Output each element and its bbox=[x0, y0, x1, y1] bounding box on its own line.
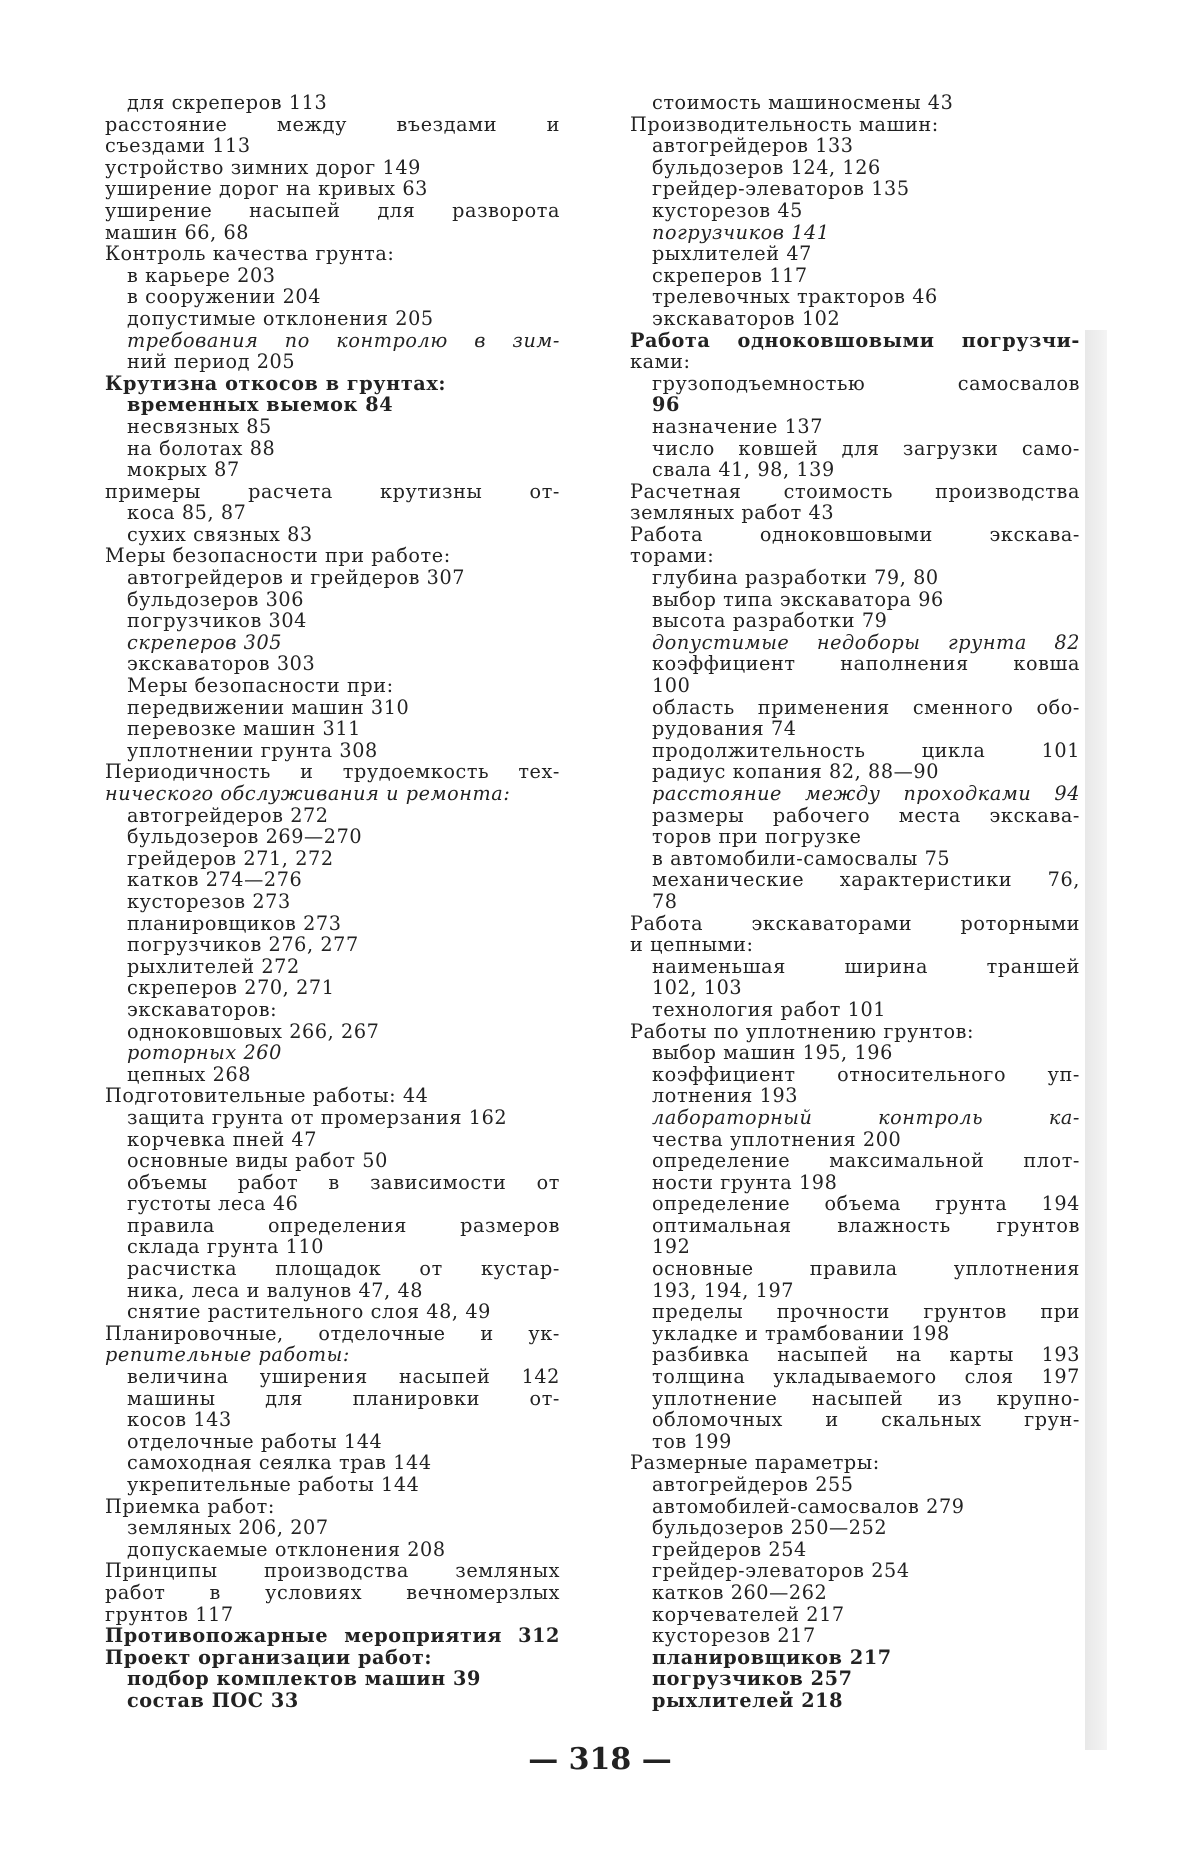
index-entry-line: грейдеров 271, 272 bbox=[127, 846, 334, 870]
index-entry-line: Меры безопасности при: bbox=[127, 674, 394, 698]
index-entry-line: наименьшая ширина траншей bbox=[652, 954, 1080, 978]
index-entry-line: правила определения размеров bbox=[127, 1213, 560, 1237]
index-entry-line: Работы по уплотнению грунтов: bbox=[630, 1019, 975, 1043]
index-entry-line: глубина разработки 79, 80 bbox=[652, 566, 939, 590]
index-entry-line: Контроль качества грунта: bbox=[105, 242, 395, 266]
index-entry-line: склада грунта 110 bbox=[127, 1235, 325, 1259]
page-number: — 318 — bbox=[528, 1742, 672, 1777]
index-entry-line: коэффициент наполнения ковша bbox=[652, 652, 1080, 676]
index-entry-line: укладке и трамбовании 198 bbox=[652, 1321, 950, 1345]
index-entry-line: Периодичность и трудоемкость тех- bbox=[105, 760, 560, 784]
index-entry-line: толщина укладываемого слоя 197 bbox=[652, 1365, 1080, 1389]
index-entry-line: подбор комплектов машин 39 bbox=[127, 1667, 481, 1691]
index-entry-line: самоходная сеялка трав 144 bbox=[127, 1451, 432, 1475]
index-entry-line: для скреперов 113 bbox=[127, 91, 328, 114]
index-entry-line: корчевка пней 47 bbox=[127, 1127, 318, 1151]
index-entry-line: автогрейдеров 272 bbox=[127, 803, 329, 827]
index-entry-line: разбивка насыпей на карты 193 bbox=[652, 1343, 1080, 1367]
index-entry-line: ний период 205 bbox=[127, 350, 296, 374]
index-entry-line: расстояние между проходками 94 bbox=[652, 782, 1080, 805]
index-entry-line: Принципы производства земляных bbox=[105, 1559, 560, 1583]
index-entry-line: нического обслуживания и ремонта: bbox=[105, 782, 511, 805]
index-entry-line: Размерные параметры: bbox=[630, 1451, 880, 1475]
index-entry-line: торов при погрузке bbox=[652, 825, 862, 849]
index-entry-line: рыхлителей 47 bbox=[652, 242, 812, 266]
index-entry-line: основные правила уплотнения bbox=[652, 1257, 1080, 1281]
index-entry-line: Расчетная стоимость производства bbox=[630, 479, 1080, 503]
index-entry-line: бульдозеров 124, 126 bbox=[652, 155, 881, 179]
index-entry-line: допустимые отклонения 205 bbox=[127, 306, 434, 330]
index-entry-line: погрузчиков 276, 277 bbox=[127, 933, 359, 957]
index-entry-line: одноковшовых 266, 267 bbox=[127, 1019, 380, 1043]
index-entry-line: защита грунта от промерзания 162 bbox=[127, 1105, 508, 1129]
index-entry-line: грейдер-элеваторов 254 bbox=[652, 1559, 910, 1583]
index-entry-line: уширение насыпей для разворота bbox=[105, 198, 560, 222]
index-entry-line: Крутизна откосов в грунтах: bbox=[105, 371, 447, 395]
index-entry-line: основные виды работ 50 bbox=[127, 1149, 388, 1173]
index-entry-line: допустимые недоборы грунта 82 bbox=[652, 630, 1080, 654]
index-entry-line: в карьере 203 bbox=[127, 263, 276, 287]
index-entry-line: съездами 113 bbox=[105, 134, 251, 158]
index-entry-line: кусторезов 273 bbox=[127, 889, 291, 913]
index-entry-line: расчистка площадок от кустар- bbox=[127, 1257, 560, 1281]
index-entry-line: Проект организации работ: bbox=[105, 1645, 433, 1669]
index-entry-line: в сооружении 204 bbox=[127, 285, 322, 309]
index-entry-line: расстояние между въездами и bbox=[105, 112, 560, 136]
index-entry-line: число ковшей для загрузки само- bbox=[652, 436, 1080, 460]
index-entry-line: чества уплотнения 200 bbox=[652, 1127, 902, 1151]
index-entry-line: технология работ 101 bbox=[652, 997, 887, 1021]
index-entry-line: выбор типа экскаватора 96 bbox=[652, 587, 944, 611]
index-entry-line: Подготовительные работы: 44 bbox=[105, 1084, 429, 1108]
index-entry-line: Производительность машин: bbox=[630, 112, 939, 136]
index-entry-line: экскаваторов 102 bbox=[652, 306, 841, 330]
index-entry-line: Работа одноковшовыми экскава- bbox=[630, 522, 1080, 546]
index-entry-line: скреперов 270, 271 bbox=[127, 976, 335, 1000]
index-entry-line: отделочные работы 144 bbox=[127, 1429, 383, 1453]
index-entry-line: передвижении машин 310 bbox=[127, 695, 410, 719]
index-entry-line: выбор машин 195, 196 bbox=[652, 1041, 893, 1065]
index-entry-line: рудования 74 bbox=[652, 717, 797, 741]
index-entry-line: механические характеристики 76, bbox=[652, 868, 1080, 892]
index-entry-line: машины для планировки от- bbox=[127, 1386, 560, 1410]
index-entry-line: пределы прочности грунтов при bbox=[652, 1300, 1080, 1324]
index-entry-line: рыхлителей 218 bbox=[652, 1688, 844, 1712]
index-entry-line: определение объема грунта 194 bbox=[652, 1192, 1080, 1216]
index-entry-line: грейдер-элеваторов 135 bbox=[652, 177, 910, 201]
index-entry-line: 193, 194, 197 bbox=[652, 1278, 795, 1302]
index-entry-line: ности грунта 198 bbox=[652, 1170, 838, 1194]
index-entry-line: кусторезов 217 bbox=[652, 1624, 816, 1648]
index-entry-line: 192 bbox=[652, 1235, 691, 1259]
index-entry-line: работ в условиях вечномерзлых bbox=[105, 1580, 560, 1604]
index-entry-line: примеры расчета крутизны от- bbox=[105, 479, 560, 503]
index-entry-line: экскаваторов: bbox=[127, 997, 278, 1021]
index-entry-line: корчевателей 217 bbox=[652, 1602, 845, 1626]
index-entry-line: объемы работ в зависимости от bbox=[127, 1170, 560, 1194]
index-entry-line: грейдеров 254 bbox=[652, 1537, 807, 1561]
index-entry-line: лабораторный контроль ка- bbox=[652, 1105, 1080, 1129]
index-entry-line: стоимость машиносмены 43 bbox=[652, 91, 954, 114]
index-entry-line: 78 bbox=[652, 889, 678, 913]
index-entry-line: 100 bbox=[652, 674, 691, 698]
index-entry-line: трелевочных тракторов 46 bbox=[652, 285, 938, 309]
index-entry-line: кусторезов 45 bbox=[652, 198, 803, 222]
index-entry-line: уплотнение насыпей из крупно- bbox=[652, 1386, 1080, 1410]
index-column-right bbox=[630, 92, 1080, 1712]
index-entry-line: планировщиков 273 bbox=[127, 911, 342, 935]
index-entry-line: тов 199 bbox=[652, 1429, 732, 1453]
index-entry-line: скреперов 117 bbox=[652, 263, 808, 287]
index-column-left bbox=[105, 92, 560, 1712]
index-entry-line: определение максимальной плот- bbox=[652, 1149, 1080, 1173]
index-entry-line: густоты леса 46 bbox=[127, 1192, 299, 1216]
index-entry-line: катков 274—276 bbox=[127, 868, 303, 892]
index-entry-line: погрузчиков 141 bbox=[652, 220, 830, 244]
index-entry-line: требования по контролю в зим- bbox=[127, 328, 560, 352]
index-entry-line: оптимальная влажность грунтов bbox=[652, 1213, 1080, 1237]
index-entry-line: свала 41, 98, 139 bbox=[652, 458, 835, 482]
index-entry-line: погрузчиков 257 bbox=[652, 1667, 853, 1691]
index-entry-line: грузоподъемностью самосвалов bbox=[652, 371, 1080, 395]
index-entry-line: состав ПОС 33 bbox=[127, 1688, 299, 1712]
index-entry-line: величина уширения насыпей 142 bbox=[127, 1365, 560, 1389]
index-entry-line: бульдозеров 306 bbox=[127, 587, 305, 611]
index-entry-line: мокрых 87 bbox=[127, 458, 240, 482]
index-entry-line: устройство зимних дорог 149 bbox=[105, 155, 421, 179]
index-entry-line: экскаваторов 303 bbox=[127, 652, 316, 676]
index-entry-line: машин 66, 68 bbox=[105, 220, 250, 244]
index-entry-line: катков 260—262 bbox=[652, 1580, 828, 1604]
index-entry-line: бульдозеров 269—270 bbox=[127, 825, 363, 849]
index-entry-line: высота разработки 79 bbox=[652, 609, 888, 633]
index-entry-line: автомобилей-самосвалов 279 bbox=[652, 1494, 965, 1518]
index-entry-line: торами: bbox=[630, 544, 715, 568]
index-entry-line: в автомобили-самосвалы 75 bbox=[652, 846, 951, 870]
index-entry-line: бульдозеров 250—252 bbox=[652, 1516, 888, 1540]
index-entry-line: земляных работ 43 bbox=[630, 501, 835, 525]
index-entry-line: Приемка работ: bbox=[105, 1494, 275, 1518]
index-entry-line: коэффициент относительного уп- bbox=[652, 1062, 1080, 1086]
index-entry-line: перевозке машин 311 bbox=[127, 717, 361, 741]
index-entry-line: Планировочные, отделочные и ук- bbox=[105, 1321, 560, 1345]
index-entry-line: снятие растительного слоя 48, 49 bbox=[127, 1300, 491, 1324]
index-entry-line: лотнения 193 bbox=[652, 1084, 799, 1108]
index-entry-line: планировщиков 217 bbox=[652, 1645, 892, 1669]
index-entry-line: коса 85, 87 bbox=[127, 501, 247, 525]
index-entry-line: 102, 103 bbox=[652, 976, 743, 1000]
index-entry-line: несвязных 85 bbox=[127, 414, 272, 438]
index-entry-line: уширение дорог на кривых 63 bbox=[105, 177, 428, 201]
index-entry-line: на болотах 88 bbox=[127, 436, 276, 460]
index-entry-line: скреперов 305 bbox=[127, 630, 283, 654]
index-entry-line: Работа одноковшовыми погрузчи- bbox=[630, 328, 1080, 352]
index-entry-line: автогрейдеров 255 bbox=[652, 1473, 854, 1496]
index-entry-line: 96 bbox=[652, 393, 680, 417]
index-entry-line: укрепительные работы 144 bbox=[127, 1473, 420, 1496]
index-entry-line: косов 143 bbox=[127, 1408, 232, 1432]
index-entry-line: Работа экскаваторами роторными bbox=[630, 911, 1080, 935]
index-entry-line: область применения сменного обо- bbox=[652, 695, 1080, 719]
index-entry-line: ника, леса и валунов 47, 48 bbox=[127, 1278, 424, 1302]
index-entry-line: роторных 260 bbox=[127, 1041, 282, 1065]
index-entry-line: цепных 268 bbox=[127, 1062, 252, 1086]
index-entry-line: земляных 206, 207 bbox=[127, 1516, 329, 1540]
index-entry-line: назначение 137 bbox=[652, 414, 824, 438]
index-entry-line: автогрейдеров 133 bbox=[652, 134, 854, 158]
index-entry-line: погрузчиков 304 bbox=[127, 609, 307, 633]
index-entry-line: ками: bbox=[630, 350, 691, 374]
index-entry-line: автогрейдеров и грейдеров 307 bbox=[127, 566, 466, 590]
index-entry-line: обломочных и скальных грун- bbox=[652, 1408, 1080, 1432]
index-entry-line: рыхлителей 272 bbox=[127, 954, 300, 978]
scan-shadow bbox=[1085, 330, 1107, 1750]
index-entry-line: размеры рабочего места экскава- bbox=[652, 803, 1080, 827]
index-entry-line: допускаемые отклонения 208 bbox=[127, 1537, 446, 1561]
index-entry-line: Противопожарные мероприятия 312 bbox=[105, 1624, 560, 1648]
index-entry-line: Меры безопасности при работе: bbox=[105, 544, 451, 568]
index-entry-line: радиус копания 82, 88—90 bbox=[652, 760, 940, 784]
index-entry-line: уплотнении грунта 308 bbox=[127, 738, 378, 762]
index-entry-line: репительные работы: bbox=[105, 1343, 350, 1367]
index-entry-line: и цепными: bbox=[630, 933, 754, 957]
index-entry-line: продолжительность цикла 101 bbox=[652, 738, 1080, 762]
index-entry-line: сухих связных 83 bbox=[127, 522, 313, 546]
index-entry-line: временных выемок 84 bbox=[127, 393, 394, 417]
index-entry-line: грунтов 117 bbox=[105, 1602, 234, 1626]
